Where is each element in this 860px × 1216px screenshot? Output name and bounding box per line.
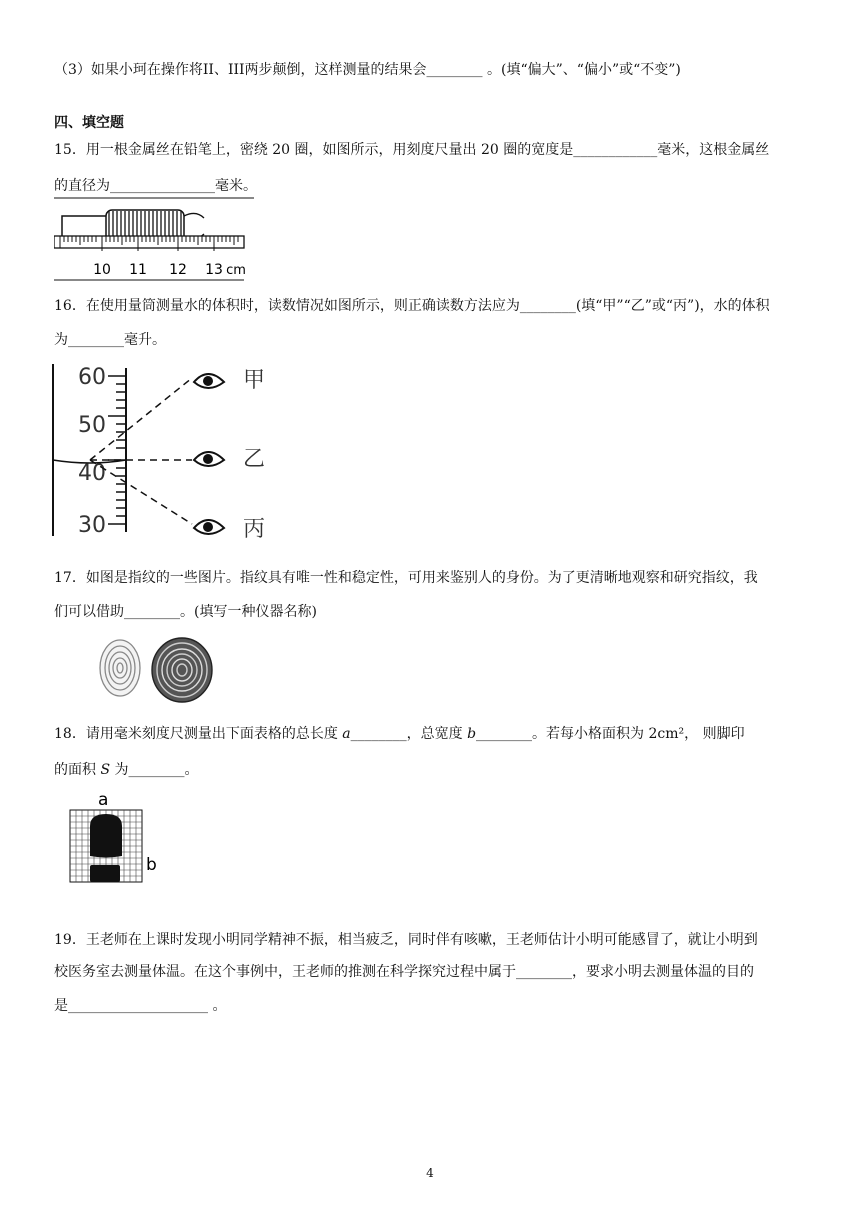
q19-line3: 是____________________ 。 bbox=[54, 998, 227, 1014]
grid-label-a: a bbox=[98, 790, 109, 810]
q18-line2-text-b: 为________。 bbox=[110, 762, 199, 778]
q19-line1: 19．王老师在上课时发现小明同学精神不振，相当疲乏，同时伴有咳嗽，王老师估计小明可能感冒了，就让小明到 bbox=[54, 932, 758, 948]
q15-line2: 的直径为_______________毫米。 bbox=[54, 178, 257, 194]
q14-part3: （3）如果小珂在操作将II、III两步颠倒，这样测量的结果会________ 。(填“偏大”、“偏小”或“不变”) bbox=[54, 62, 681, 78]
var-b: b bbox=[467, 726, 477, 742]
q18-line2-text-a: 的面积 bbox=[54, 762, 101, 778]
q15-line1: 15．用一根金属丝在铅笔上，密绕 20 圈，如图所示，用刻度尺量出 20 圈的宽度是____________毫米，这根金属丝 bbox=[54, 142, 770, 158]
grid-label-b: b bbox=[146, 855, 157, 875]
var-a: a bbox=[342, 726, 351, 742]
ruler bbox=[54, 236, 246, 278]
q18-line1-text-b: ________，总宽度 bbox=[350, 726, 468, 742]
grid-table bbox=[70, 810, 142, 882]
q18-line1 bbox=[54, 724, 745, 744]
q16-line2: 为________毫升。 bbox=[54, 332, 166, 348]
q17-line2: 们可以借助________。(填写一种仪器名称) bbox=[54, 604, 317, 620]
ruler-tick-10: 10 bbox=[93, 262, 111, 278]
scale-60: 60 bbox=[78, 365, 106, 390]
fingerprint-images bbox=[98, 636, 216, 704]
graduated-cylinder-figure bbox=[50, 360, 280, 552]
footprint-sole bbox=[90, 814, 122, 858]
q19-line2: 校医务室去测量体温。在这个事例中，王老师的推测在科学探究过程中属于________，要求小明去测量体温的目的 bbox=[54, 964, 754, 980]
ruler-tick-12: 12 bbox=[169, 262, 187, 278]
footprint-heel bbox=[90, 865, 120, 882]
q18-line2 bbox=[54, 760, 199, 780]
eye-icon bbox=[194, 374, 224, 388]
fingerprint-icon bbox=[152, 638, 212, 702]
footprint-grid-figure bbox=[66, 790, 176, 890]
coil-ruler-figure bbox=[54, 196, 254, 284]
q17-line1: 17．如图是指纹的一些图片。指纹具有唯一性和稳定性，可用来鉴别人的身份。为了更清晰地观察和研究指纹，我 bbox=[54, 570, 758, 586]
page-number: 4 bbox=[426, 1166, 434, 1180]
q18-line1-text-a: 18．请用毫米刻度尺测量出下面表格的总长度 bbox=[54, 726, 343, 742]
q16-line1: 16．在使用量筒测量水的体积时，读数情况如图所示，则正确读数方法应为________(填“甲”“乙”或“丙”)，水的体积 bbox=[54, 298, 770, 314]
fingerprint-icon bbox=[100, 640, 140, 696]
eye-icon bbox=[194, 520, 224, 534]
ruler-tick-11: 11 bbox=[129, 262, 147, 278]
ruler-unit: cm bbox=[226, 263, 246, 278]
eye-icon bbox=[194, 452, 224, 466]
scale-30: 30 bbox=[78, 513, 106, 538]
section-title: 四、填空题 bbox=[54, 115, 124, 131]
eye-label-bing: 丙 bbox=[243, 517, 266, 542]
ruler-tick-13: 13 bbox=[205, 262, 223, 278]
var-s: S bbox=[100, 762, 111, 778]
eye-label-jia: 甲 bbox=[243, 368, 266, 393]
scale-50: 50 bbox=[78, 413, 106, 438]
q18-line1-text-c: ________。若每小格面积为 2cm²， 则脚印 bbox=[476, 726, 745, 742]
eye-label-yi: 乙 bbox=[243, 447, 266, 472]
scale-40: 40 bbox=[78, 461, 106, 486]
